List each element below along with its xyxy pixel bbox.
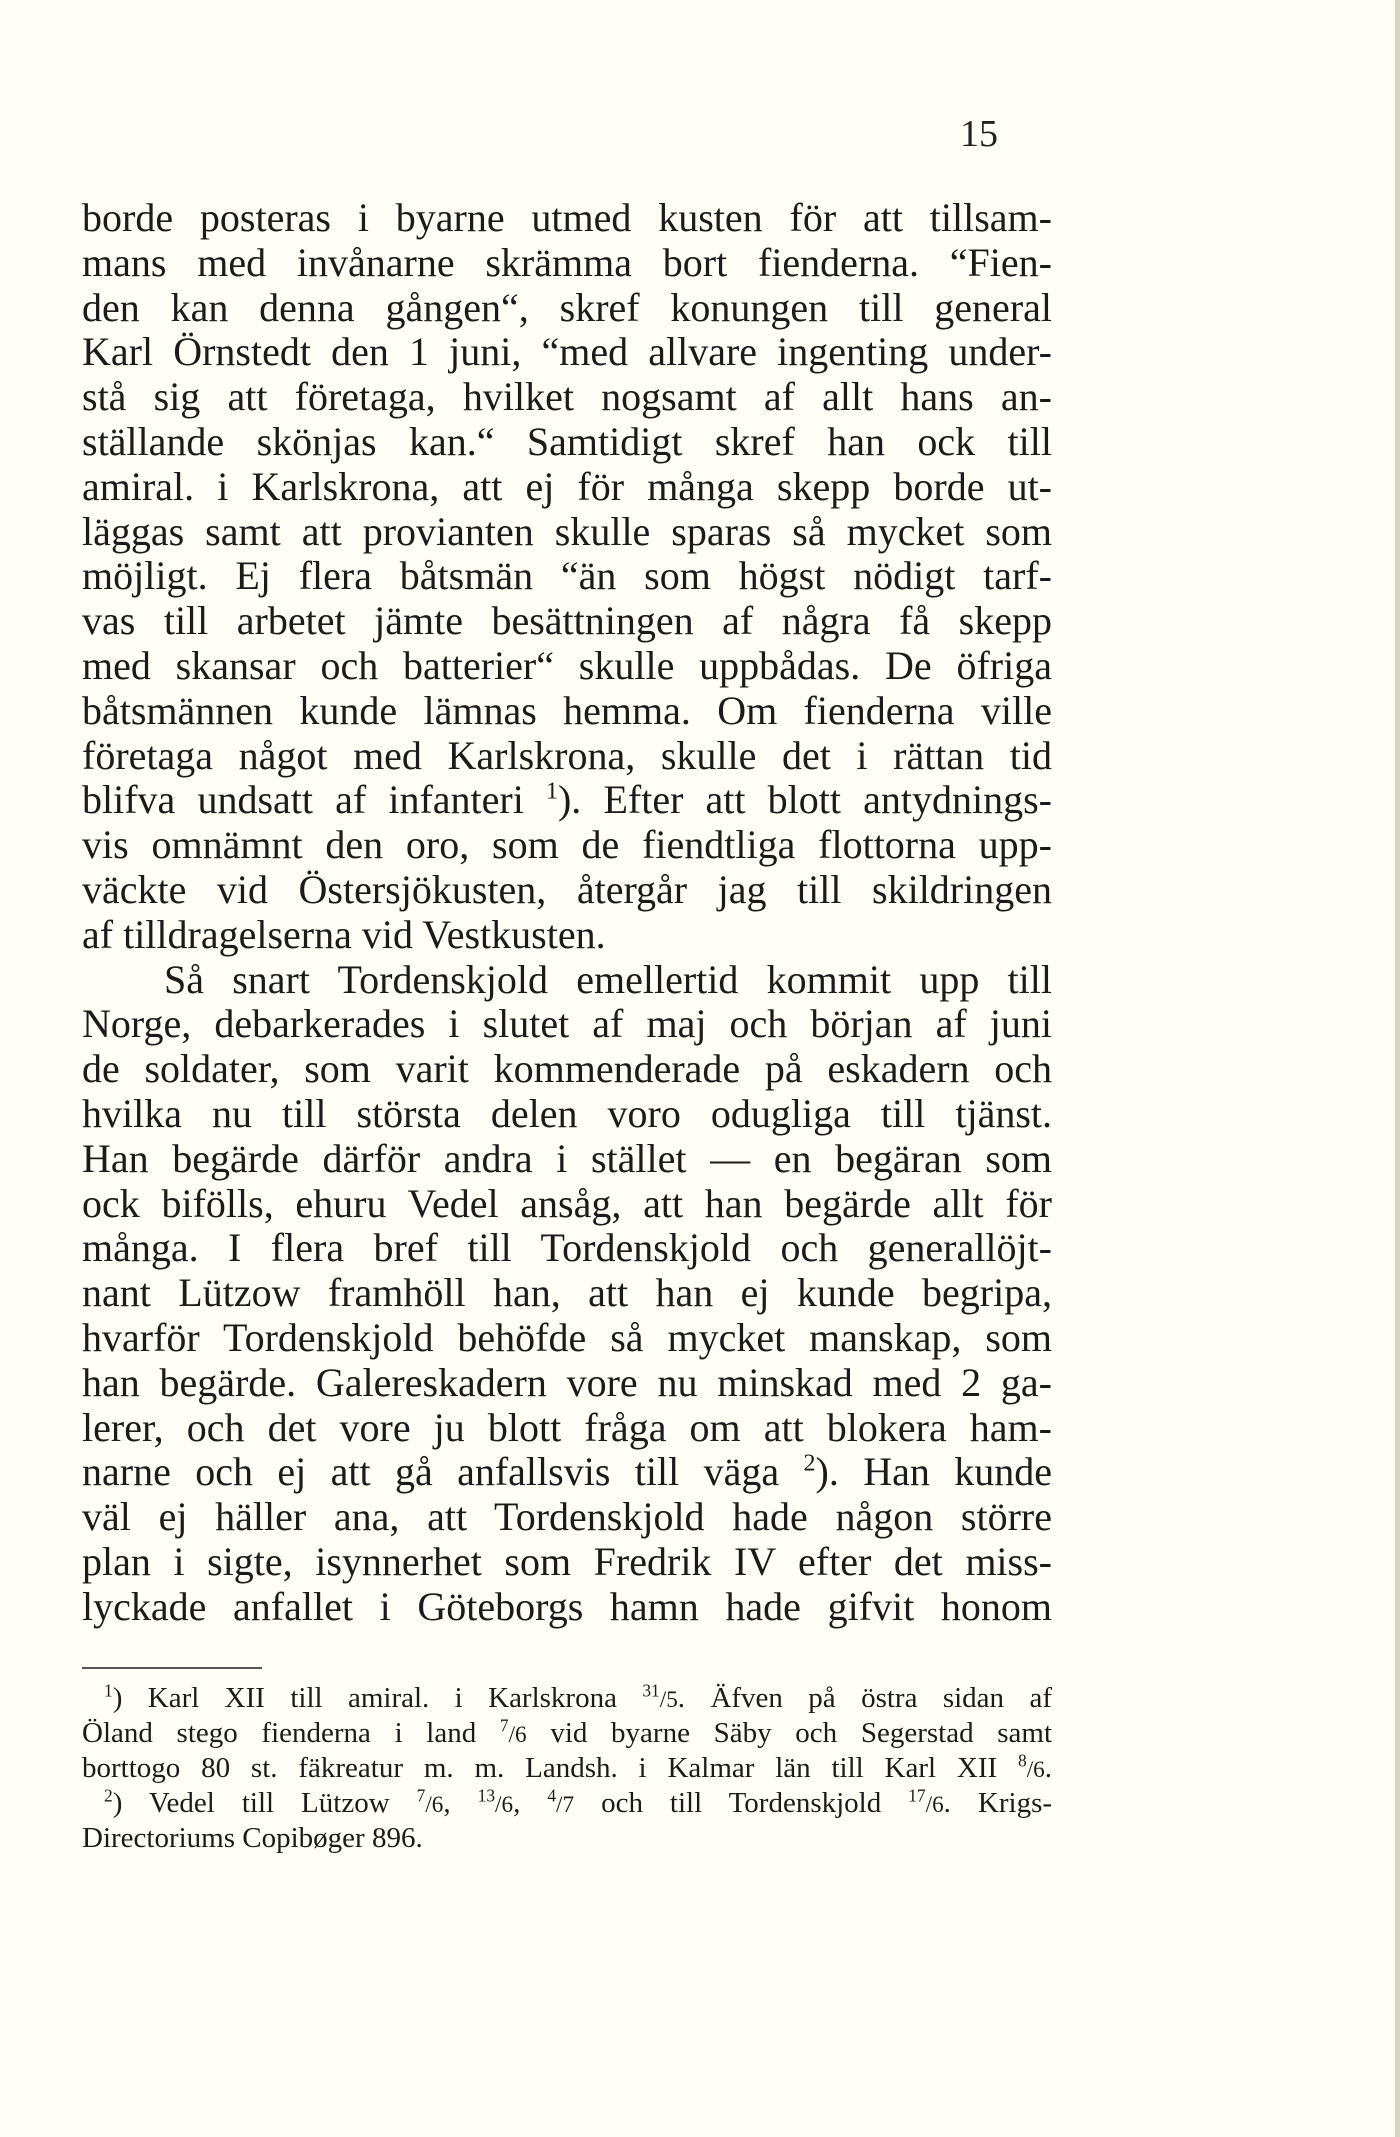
body-line: ock bifölls, ehuru Vedel ansåg, att han begärde allt för [82,1180,1052,1226]
body-line: båtsmännen kunde lämnas hemma. Om fienderna ville [82,687,1052,733]
footnote-text: borttogo 80 st. fäkreatur m. m. Landsh. i Kalmar län till Karl XII [82,1752,1018,1784]
date-sup: 8 [1018,1750,1027,1771]
body-line-text: blifva undsatt af infanteri [82,777,524,823]
body-line: de soldater, som varit kommenderade på eskadern och [82,1046,1052,1092]
body-line: borde posteras i byarne utmed kusten för att tillsam- [82,195,1052,240]
body-line: nant Lützow framhöll han, att han ej kunde begripa, [82,1270,1052,1316]
body-line: han begärde. Galereskadern vore nu minskad med 2 ga- [82,1359,1052,1405]
footnote-2-line: Directoriums Copibøger 896. [82,1822,423,1854]
body-line: lyckade anfallet i Göteborgs hamn hade gifvit honom [82,1583,1052,1629]
body-line: företaga något med Karlskrona, skulle det i rättan tid [82,732,1052,778]
body-line: många. I flera bref till Tordenskjold och generallöjt- [82,1225,1052,1271]
footnote-text: vid byarne Säby och Segerstad samt [526,1717,1053,1749]
body-line-with-footnote-ref [82,1450,1052,1495]
body-line: vis omnämnt den oro, som de fiendtliga flottorna upp- [82,822,1052,868]
body-line: läggas samt att provianten skulle sparas så mycket som [82,508,1052,554]
body-line: amiral. i Karlskrona, att ej för många skepp borde ut- [82,463,1052,509]
body-line: väckte vid Östersjökusten, återgår jag till skildringen [82,866,1052,912]
body-line-text: narne och ej att gå anfallsvis till väga [82,1449,780,1495]
body-line: Norge, debarkerades i slutet af maj och början af juni [82,1001,1052,1047]
footnote-text: ) Vedel till Lützow [112,1787,417,1819]
footnote-text: och till Tordenskjold [574,1787,909,1819]
footnote-text: . Äfven på östra sidan af [677,1682,1052,1714]
footnote-1-line [82,1717,1052,1752]
body-line: af tilldragelserna vid Vestkusten. [82,911,606,957]
footnote-text: , [513,1787,548,1819]
body-line: lerer, och det vore ju blott fråga om att blokera ham- [82,1404,1052,1450]
footnote-text: ) Karl XII till amiral. i Karlskrona [112,1682,643,1714]
date-sub: /6 [508,1722,527,1748]
body-line-text: ). Han kunde [815,1449,1052,1495]
body-line: Karl Örnstedt den 1 juni, “med allvare ingenting under- [82,329,1052,375]
footnote-mark: 2 [104,1785,113,1806]
footnote-ref: 2 [803,1450,816,1477]
body-line: plan i sigte, isynnerhet som Fredrik IV efter det miss- [82,1538,1052,1584]
body-line: den kan denna gången“, skref konungen till general [82,284,1052,330]
body-line: stå sig att företaga, hvilket nogsamt af allt hans an- [82,374,1052,420]
date-sub: /6 [1026,1757,1045,1783]
date-sup: 17 [908,1785,926,1806]
footnote-text: . Krigs- [943,1787,1053,1819]
footnote-1-line [82,1752,1052,1787]
body-line: väl ej häller ana, att Tordenskjold hade någon större [82,1494,1052,1540]
page-number: 15 [960,113,998,155]
body-line: möjligt. Ej flera båtsmän “än som högst nödigt tarf- [82,553,1052,599]
date-sup: 4 [547,1785,557,1806]
body-line-with-footnote-ref [82,778,1052,823]
footnote-text: Öland stego fienderna i land [82,1717,500,1749]
date-sub: /7 [556,1792,575,1818]
body-line-text: ). Efter att blott antydnings- [557,777,1052,823]
footnotes [82,1682,1052,1855]
date-sub: /5 [659,1687,678,1713]
footnote-ref: 1 [545,779,558,806]
body-line: hvarför Tordenskjold behöfde så mycket manskap, som [82,1314,1052,1360]
body-line: med skansar och batterier“ skulle uppbådas. De öfriga [82,642,1052,688]
date-sup: 31 [642,1680,660,1701]
body-line: hvilka nu till största delen voro odugliga till tjänst. [82,1090,1052,1136]
footnote-2-line [82,1787,1052,1822]
body-line: ställande skönjas kan.“ Samtidigt skref han ock till [82,418,1052,464]
footnote-text: . [1044,1752,1052,1784]
date-sub: /6 [925,1792,944,1818]
date-sup: 13 [477,1785,496,1806]
body-text [82,196,1052,1630]
footnote-mark: 1 [104,1680,113,1701]
footnote-separator [82,1667,262,1669]
footnote-text: , [443,1787,478,1819]
date-sub: /6 [495,1792,514,1818]
date-sup: 7 [499,1715,509,1736]
body-line: mans med invånarne skrämma bort fienderna. “Fien- [82,239,1052,285]
body-line: Så snart Tordenskjold emellertid kommit upp till [164,956,1052,1002]
date-sup: 7 [416,1785,426,1806]
body-line: vas till arbetet jämte besättningen af några få skepp [82,598,1052,644]
date-sub: /6 [425,1792,444,1818]
body-line: Han begärde därför andra i stället — en begäran som [82,1135,1052,1181]
footnote-1-line [82,1682,1052,1717]
page-edge [1395,0,1400,2137]
